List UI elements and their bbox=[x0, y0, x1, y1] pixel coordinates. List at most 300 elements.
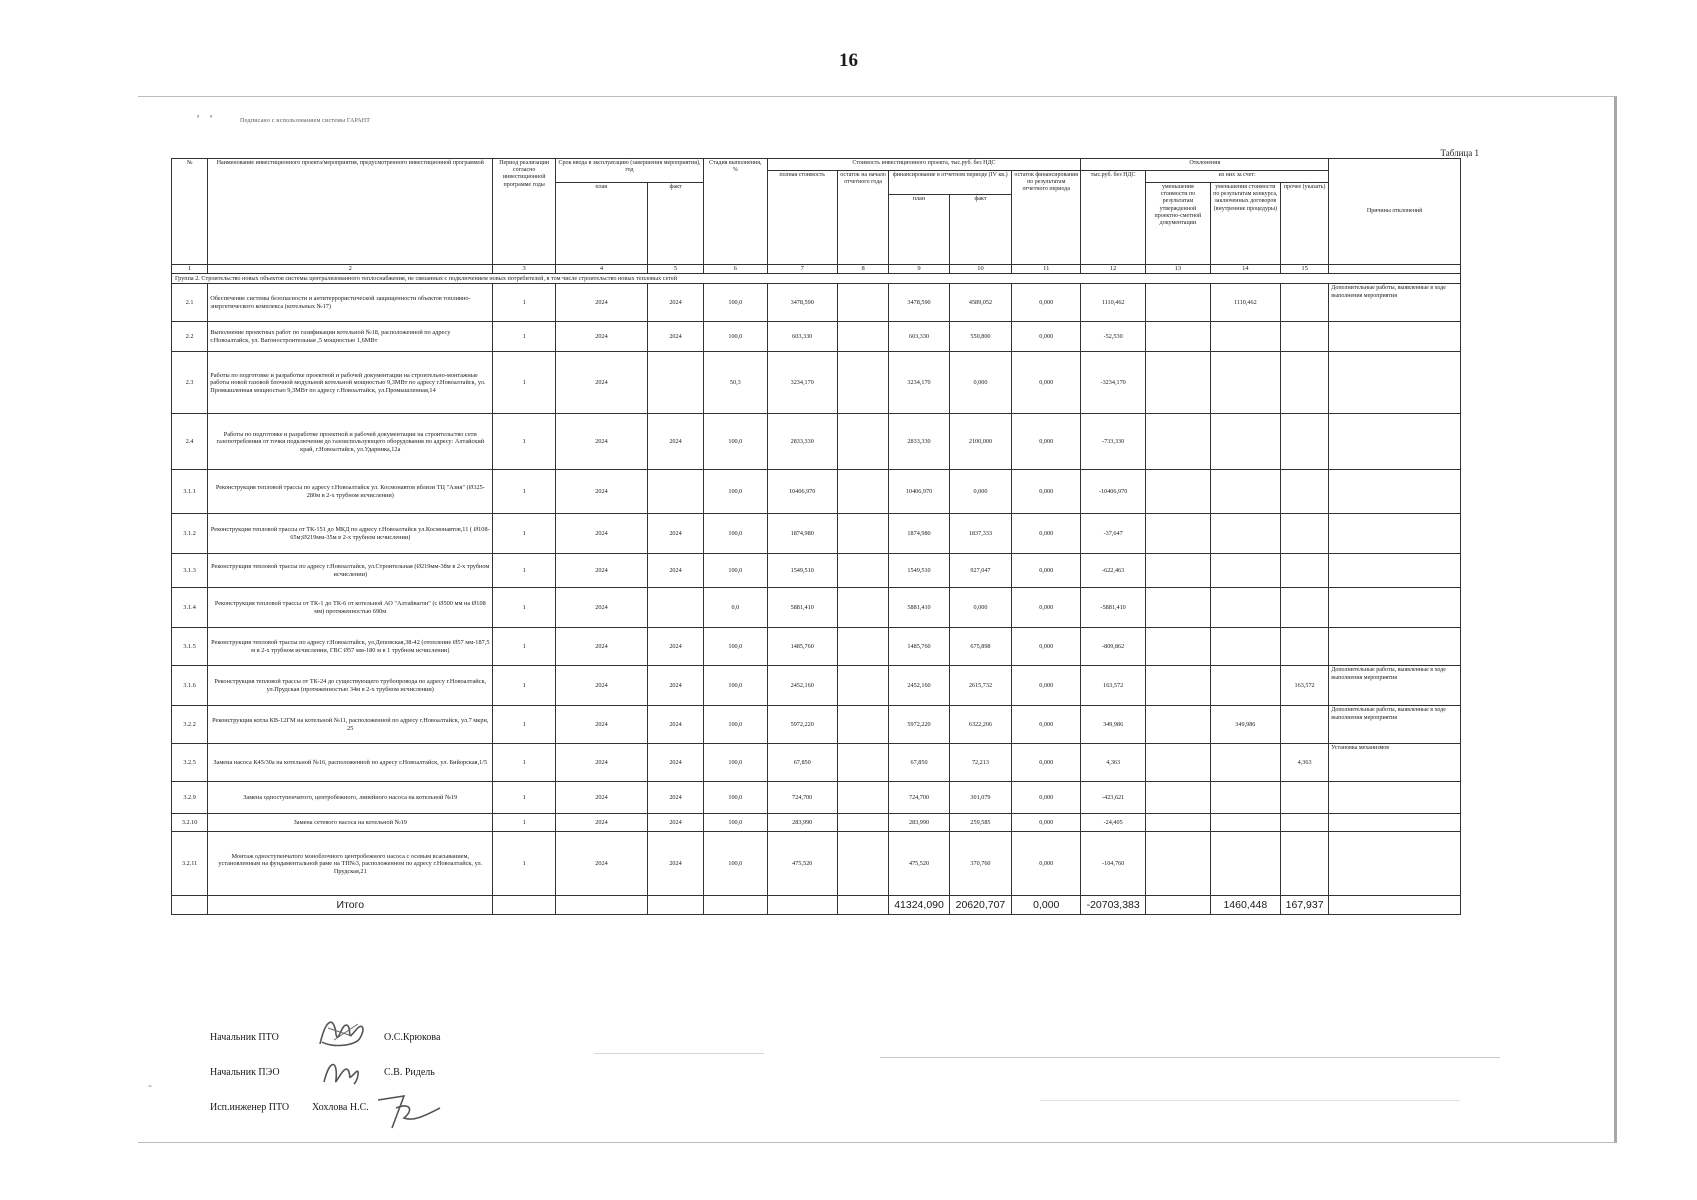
cell-dev-a bbox=[1146, 352, 1211, 414]
cell-readiness: 100,0 bbox=[704, 744, 768, 782]
cell-full-cost: 283,990 bbox=[767, 814, 837, 832]
cell-remaining bbox=[837, 588, 889, 628]
cell-dev-c bbox=[1280, 284, 1328, 322]
cell-readiness: 100,0 bbox=[704, 628, 768, 666]
cell-full-cost: 5972,220 bbox=[767, 706, 837, 744]
header-dev-other: прочее (указать) bbox=[1280, 183, 1328, 265]
total-remaining-end: 0,000 bbox=[1012, 896, 1081, 915]
cell-full-cost: 5881,410 bbox=[767, 588, 837, 628]
signature-name-3: Хохлова Н.С. bbox=[312, 1102, 369, 1113]
cell-dev-c: 163,572 bbox=[1280, 666, 1328, 706]
column-index-cell: 13 bbox=[1146, 265, 1211, 274]
cell-reason bbox=[1329, 588, 1461, 628]
cell-dev-c bbox=[1280, 782, 1328, 814]
cell-plan-year: 2024 bbox=[555, 782, 647, 814]
table-row bbox=[172, 628, 1461, 666]
cell-full-cost: 3478,590 bbox=[767, 284, 837, 322]
cell-remaining bbox=[837, 666, 889, 706]
cell-period: 1 bbox=[493, 554, 556, 588]
cell-plan-year: 2024 bbox=[555, 666, 647, 706]
cell-dev: -104,760 bbox=[1081, 832, 1146, 896]
cell-n: 3.1.4 bbox=[172, 588, 208, 628]
cell-name: Реконструкция тепловой трассы от ТК-151 до МКД по адресу г.Новоалтайск ул.Космонавтов,11 ( Ø108-65м;Ø219мм-35м в 2-х трубном исчислении) bbox=[208, 514, 493, 554]
cell-n: 3.2.5 bbox=[172, 744, 208, 782]
cell-n: 3.1.2 bbox=[172, 514, 208, 554]
signature-role-3: Исп.инженер ПТО bbox=[210, 1102, 290, 1113]
cell-period: 1 bbox=[493, 414, 556, 470]
header-fin-fact: факт bbox=[949, 195, 1012, 265]
table-row bbox=[172, 832, 1461, 896]
cell-reason bbox=[1329, 470, 1461, 514]
cell-n: 2.1 bbox=[172, 284, 208, 322]
cell-fact-year: 2024 bbox=[648, 628, 704, 666]
cell-dev-b bbox=[1210, 554, 1280, 588]
cell-reason: Дополнительные работы, выявленные в ходе выполнения мероприятия bbox=[1329, 666, 1461, 706]
table-body bbox=[172, 284, 1461, 896]
cell-plan-year: 2024 bbox=[555, 814, 647, 832]
cell-dev-c bbox=[1280, 832, 1328, 896]
cell-fin-fact: 0,000 bbox=[949, 588, 1012, 628]
cell-dev: -5881,410 bbox=[1081, 588, 1146, 628]
cell-dev-a bbox=[1146, 284, 1211, 322]
cell-n: 3.1.3 bbox=[172, 554, 208, 588]
cell-dev-c bbox=[1280, 588, 1328, 628]
cell-dev-a bbox=[1146, 832, 1211, 896]
cell-dev-a bbox=[1146, 588, 1211, 628]
cell-remaining-end: 0,000 bbox=[1012, 744, 1081, 782]
cell-plan-year: 2024 bbox=[555, 832, 647, 896]
cell-period: 1 bbox=[493, 284, 556, 322]
cell-dev-a bbox=[1146, 470, 1211, 514]
cell-dev-a bbox=[1146, 554, 1211, 588]
cell-remaining-end: 0,000 bbox=[1012, 554, 1081, 588]
cell-n: 3.1.1 bbox=[172, 470, 208, 514]
cell-dev: -423,621 bbox=[1081, 782, 1146, 814]
cell-dev-a bbox=[1146, 322, 1211, 352]
cell-period: 1 bbox=[493, 514, 556, 554]
header-remaining-end: остаток финансирования по результатам отчетного периода bbox=[1012, 171, 1081, 265]
column-index-cell: 6 bbox=[704, 265, 768, 274]
cell-reason bbox=[1329, 322, 1461, 352]
cell-full-cost: 67,850 bbox=[767, 744, 837, 782]
cell-dev-c bbox=[1280, 554, 1328, 588]
column-index-row bbox=[172, 265, 1461, 274]
cell-reason: Установка механизмов bbox=[1329, 744, 1461, 782]
table-row bbox=[172, 814, 1461, 832]
table-row bbox=[172, 782, 1461, 814]
total-row bbox=[172, 896, 1461, 915]
cell-fact-year: 2024 bbox=[648, 666, 704, 706]
cell-dev-b bbox=[1210, 588, 1280, 628]
signature-name-1: О.С.Крюкова bbox=[384, 1032, 441, 1043]
cell-reason bbox=[1329, 414, 1461, 470]
cell-remaining bbox=[837, 628, 889, 666]
cell-remaining bbox=[837, 744, 889, 782]
cell-remaining-end: 0,000 bbox=[1012, 284, 1081, 322]
cell-plan-year: 2024 bbox=[555, 284, 647, 322]
column-index-cell: 14 bbox=[1210, 265, 1280, 274]
cell-readiness: 50,3 bbox=[704, 352, 768, 414]
cell-dev-a bbox=[1146, 666, 1211, 706]
cell-fin-fact: 2615,732 bbox=[949, 666, 1012, 706]
cell-period: 1 bbox=[493, 352, 556, 414]
cell-n: 2.4 bbox=[172, 414, 208, 470]
total-fin-plan: 41324,090 bbox=[889, 896, 949, 915]
column-index-cell: 12 bbox=[1081, 265, 1146, 274]
cell-name: Реконструкция тепловой трассы от ТК-24 до существующего трубопровода по адресу г.Новоалтайск, ул.Прудская (протяженностью 34м в 2-х трубном исчислении) bbox=[208, 666, 493, 706]
cell-dev-b bbox=[1210, 470, 1280, 514]
cell-remaining bbox=[837, 514, 889, 554]
cell-fin-plan: 1549,510 bbox=[889, 554, 949, 588]
cell-full-cost: 10406,970 bbox=[767, 470, 837, 514]
table-row bbox=[172, 554, 1461, 588]
table-row bbox=[172, 744, 1461, 782]
cell-readiness: 100,0 bbox=[704, 814, 768, 832]
cell-remaining bbox=[837, 352, 889, 414]
header-term-fact: факт bbox=[648, 183, 704, 265]
cell-full-cost: 1485,760 bbox=[767, 628, 837, 666]
cell-remaining-end: 0,000 bbox=[1012, 666, 1081, 706]
table-row bbox=[172, 514, 1461, 554]
cell-fact-year: 2024 bbox=[648, 782, 704, 814]
cell-readiness: 0,0 bbox=[704, 588, 768, 628]
column-index-cell: 8 bbox=[837, 265, 889, 274]
cell-fin-plan: 2833,330 bbox=[889, 414, 949, 470]
cell-period: 1 bbox=[493, 470, 556, 514]
cell-n: 3.1.5 bbox=[172, 628, 208, 666]
cell-dev-a bbox=[1146, 744, 1211, 782]
cell-full-cost: 603,330 bbox=[767, 322, 837, 352]
header-period: Период реализации согласно инвестиционной программе годы bbox=[493, 159, 556, 265]
cell-plan-year: 2024 bbox=[555, 322, 647, 352]
cell-full-cost: 2452,160 bbox=[767, 666, 837, 706]
cell-fin-fact: 2100,000 bbox=[949, 414, 1012, 470]
cell-fin-fact: 0,000 bbox=[949, 352, 1012, 414]
cell-period: 1 bbox=[493, 744, 556, 782]
cell-plan-year: 2024 bbox=[555, 352, 647, 414]
cell-period: 1 bbox=[493, 782, 556, 814]
cell-dev-a bbox=[1146, 414, 1211, 470]
cell-period: 1 bbox=[493, 588, 556, 628]
cell-name: Реконструкция котла КВ-12ГМ на котельной №11, расположенной по адресу г.Новоалтайск, ул.7 мкрн, 25 bbox=[208, 706, 493, 744]
cell-fact-year bbox=[648, 352, 704, 414]
header-num: № bbox=[172, 159, 208, 265]
column-index-cell: 15 bbox=[1280, 265, 1328, 274]
cell-dev-c bbox=[1280, 352, 1328, 414]
header-remaining: остаток на начало отчетного года bbox=[837, 171, 889, 265]
header-financing: финансирование в отчетном периоде (IV кв.) bbox=[889, 171, 1012, 195]
column-index-cell: 1 bbox=[172, 265, 208, 274]
cell-n: 3.2.11 bbox=[172, 832, 208, 896]
cell-fact-year: 2024 bbox=[648, 554, 704, 588]
cell-dev-a bbox=[1146, 782, 1211, 814]
total-dev: -20703,383 bbox=[1081, 896, 1146, 915]
cell-dev-c bbox=[1280, 322, 1328, 352]
cell-remaining bbox=[837, 554, 889, 588]
cell-reason: Дополнительные работы, выявленные в ходе выполнения мероприятия bbox=[1329, 284, 1461, 322]
cell-name: Работы по подготовке и разработке проектной и рабочей документации на строительно-монтажные работы новой газовой блочной модульной котельной мощностью 9,3МВт по адресу г.Новоалтайск, ул. Промышленная мощностью 9,3МВт по адресу г.Новоалтайск, ул.Промышленная,14 bbox=[208, 352, 493, 414]
cell-dev-b bbox=[1210, 628, 1280, 666]
cell-fact-year: 2024 bbox=[648, 706, 704, 744]
cell-name: Реконструкция тепловой трассы по адресу г.Новоалтайск ул. Космонавтов вблизи ТЦ "Азия" (Ø325-280м в 2-х трубном исчислении) bbox=[208, 470, 493, 514]
cell-fin-plan: 1874,980 bbox=[889, 514, 949, 554]
header-reasons: Причины отклонений bbox=[1329, 159, 1461, 265]
header-including: из них за счет: bbox=[1146, 171, 1329, 183]
cell-reason bbox=[1329, 832, 1461, 896]
cell-plan-year: 2024 bbox=[555, 744, 647, 782]
cell-dev: -10406,970 bbox=[1081, 470, 1146, 514]
cell-remaining bbox=[837, 284, 889, 322]
table-row bbox=[172, 588, 1461, 628]
cell-plan-year: 2024 bbox=[555, 706, 647, 744]
cell-plan-year: 2024 bbox=[555, 628, 647, 666]
table-row bbox=[172, 666, 1461, 706]
header-readiness: Стадия выполнения, % bbox=[704, 159, 768, 265]
cell-n: 3.2.2 bbox=[172, 706, 208, 744]
header-deviation-group: Отклонения bbox=[1081, 159, 1329, 171]
cell-fin-plan: 2452,160 bbox=[889, 666, 949, 706]
cell-dev-c bbox=[1280, 814, 1328, 832]
cell-remaining-end: 0,000 bbox=[1012, 470, 1081, 514]
cell-readiness: 100,0 bbox=[704, 706, 768, 744]
cell-remaining bbox=[837, 706, 889, 744]
cell-remaining-end: 0,000 bbox=[1012, 352, 1081, 414]
cell-dev-b bbox=[1210, 352, 1280, 414]
table-row bbox=[172, 706, 1461, 744]
cell-fin-fact: 370,760 bbox=[949, 832, 1012, 896]
cell-fin-plan: 603,330 bbox=[889, 322, 949, 352]
cell-remaining bbox=[837, 832, 889, 896]
table-row bbox=[172, 470, 1461, 514]
cell-remaining-end: 0,000 bbox=[1012, 782, 1081, 814]
cell-name: Реконструкция тепловой трассы по адресу г.Новоалтайск, ул.Строительная (Ø219мм-38м в 2-х трубном исчислении) bbox=[208, 554, 493, 588]
cell-fin-fact: 4589,052 bbox=[949, 284, 1012, 322]
cell-dev-b bbox=[1210, 514, 1280, 554]
table-label: Таблица 1 bbox=[1440, 148, 1479, 158]
column-index-cell: 2 bbox=[208, 265, 493, 274]
cell-remaining-end: 0,000 bbox=[1012, 588, 1081, 628]
cell-fact-year: 2024 bbox=[648, 322, 704, 352]
cell-dev-a bbox=[1146, 628, 1211, 666]
cell-dev: 1110,462 bbox=[1081, 284, 1146, 322]
cell-dev-b: 1110,462 bbox=[1210, 284, 1280, 322]
total-dev-b: 1460,448 bbox=[1210, 896, 1280, 915]
cell-remaining bbox=[837, 782, 889, 814]
cell-dev-c bbox=[1280, 514, 1328, 554]
cell-fin-plan: 10406,970 bbox=[889, 470, 949, 514]
column-index-cell: 11 bbox=[1012, 265, 1081, 274]
cell-name: Обеспечение системы безопасности и антитеррористической защищенности объектов топливно-энергетического комплекса (котельных №17) bbox=[208, 284, 493, 322]
cell-remaining-end: 0,000 bbox=[1012, 814, 1081, 832]
group-title: Группа 2. Строительство новых объектов системы централизованного теплоснабжения, не связанных с подключением новых потребителей, в том числе строительство новых тепловых сетей bbox=[172, 274, 1461, 284]
cell-dev: -3234,170 bbox=[1081, 352, 1146, 414]
scan-artifact-line bbox=[880, 1057, 1500, 1058]
cell-full-cost: 724,700 bbox=[767, 782, 837, 814]
cell-readiness: 100,0 bbox=[704, 832, 768, 896]
total-label: Итого bbox=[208, 896, 493, 915]
table-row bbox=[172, 284, 1461, 322]
column-index-cell: 7 bbox=[767, 265, 837, 274]
cell-dev: -52,530 bbox=[1081, 322, 1146, 352]
signature-scribble-icon bbox=[312, 1012, 374, 1054]
signature-scribble-icon bbox=[374, 1088, 444, 1134]
cell-reason bbox=[1329, 514, 1461, 554]
cell-dev: -24,405 bbox=[1081, 814, 1146, 832]
cell-reason bbox=[1329, 814, 1461, 832]
cell-plan-year: 2024 bbox=[555, 554, 647, 588]
cell-fin-plan: 5881,410 bbox=[889, 588, 949, 628]
cell-dev-a bbox=[1146, 514, 1211, 554]
cell-remaining-end: 0,000 bbox=[1012, 514, 1081, 554]
cell-name: Замена одноступенчатого, центробежного, линейного насоса на котельной №19 bbox=[208, 782, 493, 814]
cell-fin-fact: 72,213 bbox=[949, 744, 1012, 782]
signature-name-2: С.В. Ридель bbox=[384, 1067, 435, 1078]
cell-remaining bbox=[837, 322, 889, 352]
cell-n: 3.2.10 bbox=[172, 814, 208, 832]
cell-dev-b bbox=[1210, 666, 1280, 706]
cell-period: 1 bbox=[493, 666, 556, 706]
cell-n: 2.3 bbox=[172, 352, 208, 414]
total-dev-c: 167,937 bbox=[1280, 896, 1328, 915]
header-term-plan: план bbox=[555, 183, 647, 265]
cell-n: 3.1.6 bbox=[172, 666, 208, 706]
cell-reason bbox=[1329, 782, 1461, 814]
cell-readiness: 100,0 bbox=[704, 414, 768, 470]
cell-plan-year: 2024 bbox=[555, 414, 647, 470]
cell-dev-b: 349,986 bbox=[1210, 706, 1280, 744]
cell-name: Реконструкция тепловой трассы по адресу г.Новоалтайск, ул.Деповская,38-42 (отопление Ø57 мм-187,5 м в 2-х трубном исчислении, ГВС Ø57 мм-180 м в 1 трубном исчислении) bbox=[208, 628, 493, 666]
cell-dev-c: 4,363 bbox=[1280, 744, 1328, 782]
header-full-cost: полная стоимость bbox=[767, 171, 837, 265]
cell-remaining bbox=[837, 470, 889, 514]
cell-fin-plan: 475,520 bbox=[889, 832, 949, 896]
header-dev-reduce: уменьшения стоимости по результатам утвержденной проектно-сметной документации bbox=[1146, 183, 1211, 265]
column-index-cell: 5 bbox=[648, 265, 704, 274]
cell-reason bbox=[1329, 628, 1461, 666]
cell-fact-year: 2024 bbox=[648, 284, 704, 322]
column-index-cell: 9 bbox=[889, 265, 949, 274]
header-note: Подписано с использованием системы ГАРАНТ bbox=[240, 118, 371, 124]
cell-readiness: 100,0 bbox=[704, 782, 768, 814]
cell-period: 1 bbox=[493, 814, 556, 832]
cell-name: Замена насоса К45/30а на котельной №16, расположенной по адресу г.Новоалтайск, ул. Бийорская,1/5 bbox=[208, 744, 493, 782]
cell-fin-plan: 283,990 bbox=[889, 814, 949, 832]
cell-fin-plan: 3478,590 bbox=[889, 284, 949, 322]
header-cost-group: Стоимость инвестиционного проекта, тыс.руб. без НДС bbox=[767, 159, 1081, 171]
cell-dev-b bbox=[1210, 744, 1280, 782]
cell-dev-c bbox=[1280, 414, 1328, 470]
header-dev-amount: тыс.руб. без НДС bbox=[1081, 171, 1146, 265]
cell-name: Реконструкция тепловой трассы от ТК-1 до ТК-6 от котельной АО "Алтайвагон" (с Ø500 мм на Ø108 мм) протяженностью 690м bbox=[208, 588, 493, 628]
cell-remaining bbox=[837, 814, 889, 832]
cell-remaining-end: 0,000 bbox=[1012, 832, 1081, 896]
header-name: Наименование инвестиционного проекта/мероприятия, предусмотренного инвестиционной программой bbox=[208, 159, 493, 265]
cell-dev-c bbox=[1280, 628, 1328, 666]
cell-fact-year bbox=[648, 470, 704, 514]
cell-n: 2.2 bbox=[172, 322, 208, 352]
cell-name: Замена сетевого насоса на котельной №19 bbox=[208, 814, 493, 832]
table-row bbox=[172, 414, 1461, 470]
cell-readiness: 100,0 bbox=[704, 284, 768, 322]
cell-period: 1 bbox=[493, 706, 556, 744]
cell-full-cost: 3234,170 bbox=[767, 352, 837, 414]
cell-full-cost: 1549,510 bbox=[767, 554, 837, 588]
cell-full-cost: 2833,330 bbox=[767, 414, 837, 470]
cell-fin-plan: 67,850 bbox=[889, 744, 949, 782]
cell-fact-year: 2024 bbox=[648, 514, 704, 554]
cell-reason: Дополнительные работы, выявленные в ходе выполнения мероприятия bbox=[1329, 706, 1461, 744]
table-row bbox=[172, 352, 1461, 414]
cell-dev-a bbox=[1146, 814, 1211, 832]
cell-remaining-end: 0,000 bbox=[1012, 322, 1081, 352]
cell-plan-year: 2024 bbox=[555, 470, 647, 514]
header-dev-increase: уменьшения стоимости по результатам конкурса, заключенных договоров (внутренние процедуры) bbox=[1210, 183, 1280, 265]
cell-period: 1 bbox=[493, 628, 556, 666]
total-fin-fact: 20620,707 bbox=[949, 896, 1012, 915]
cell-dev: 4,363 bbox=[1081, 744, 1146, 782]
column-index-cell: 3 bbox=[493, 265, 556, 274]
report-table bbox=[171, 158, 1461, 915]
cell-dev-b bbox=[1210, 782, 1280, 814]
cell-name: Выполнение проектных работ по газификации котельной №18, расположенной по адресу г.Новоалтайск, ул. Вагоностроительная ,5 мощностью 1,6МВт bbox=[208, 322, 493, 352]
header-fin-plan: план bbox=[889, 195, 949, 265]
cell-readiness: 100,0 bbox=[704, 554, 768, 588]
cell-fact-year: 2024 bbox=[648, 414, 704, 470]
cell-remaining bbox=[837, 414, 889, 470]
cell-fact-year: 2024 bbox=[648, 814, 704, 832]
cell-dev-b bbox=[1210, 322, 1280, 352]
cell-plan-year: 2024 bbox=[555, 588, 647, 628]
cell-reason bbox=[1329, 352, 1461, 414]
cell-fin-plan: 724,700 bbox=[889, 782, 949, 814]
cell-readiness: 100,0 bbox=[704, 666, 768, 706]
cell-fin-fact: 1837,333 bbox=[949, 514, 1012, 554]
cell-fact-year bbox=[648, 588, 704, 628]
cell-remaining-end: 0,000 bbox=[1012, 628, 1081, 666]
cell-plan-year: 2024 bbox=[555, 514, 647, 554]
cell-fin-fact: 301,079 bbox=[949, 782, 1012, 814]
cell-dev-b bbox=[1210, 814, 1280, 832]
cell-dev-a bbox=[1146, 706, 1211, 744]
cell-readiness: 100,0 bbox=[704, 514, 768, 554]
table-row bbox=[172, 322, 1461, 352]
cell-dev-b bbox=[1210, 832, 1280, 896]
cell-readiness: 100,0 bbox=[704, 322, 768, 352]
cell-dev: -37,647 bbox=[1081, 514, 1146, 554]
cell-fin-fact: 259,585 bbox=[949, 814, 1012, 832]
scan-artifact-mark: - bbox=[148, 1078, 152, 1092]
cell-dev: 163,572 bbox=[1081, 666, 1146, 706]
column-index-cell: 10 bbox=[949, 265, 1012, 274]
corner-mark-icon: ʼ ʼ bbox=[196, 112, 213, 126]
cell-reason bbox=[1329, 554, 1461, 588]
cell-dev-b bbox=[1210, 414, 1280, 470]
scan-artifact-line bbox=[1040, 1100, 1460, 1101]
page-number: 16 bbox=[839, 50, 858, 71]
cell-name: Работы по подготовке и разработке проектной и рабочей документации на строительство сети газопотребления от точки подключения до газоиспользующего оборудования по адресу: Алтайский край, г.Новоалтайск, ул.Ударника,12а bbox=[208, 414, 493, 470]
header-term: Срок ввода в эксплуатацию (завершения мероприятия), год bbox=[555, 159, 703, 183]
cell-dev-c bbox=[1280, 706, 1328, 744]
signature-role-2: Начальник ПЭО bbox=[210, 1067, 280, 1078]
cell-fin-fact: 6322,206 bbox=[949, 706, 1012, 744]
cell-n: 3.2.9 bbox=[172, 782, 208, 814]
cell-dev-c bbox=[1280, 470, 1328, 514]
cell-dev: -809,862 bbox=[1081, 628, 1146, 666]
cell-period: 1 bbox=[493, 322, 556, 352]
cell-period: 1 bbox=[493, 832, 556, 896]
cell-dev: -622,463 bbox=[1081, 554, 1146, 588]
column-index-cell: 4 bbox=[555, 265, 647, 274]
